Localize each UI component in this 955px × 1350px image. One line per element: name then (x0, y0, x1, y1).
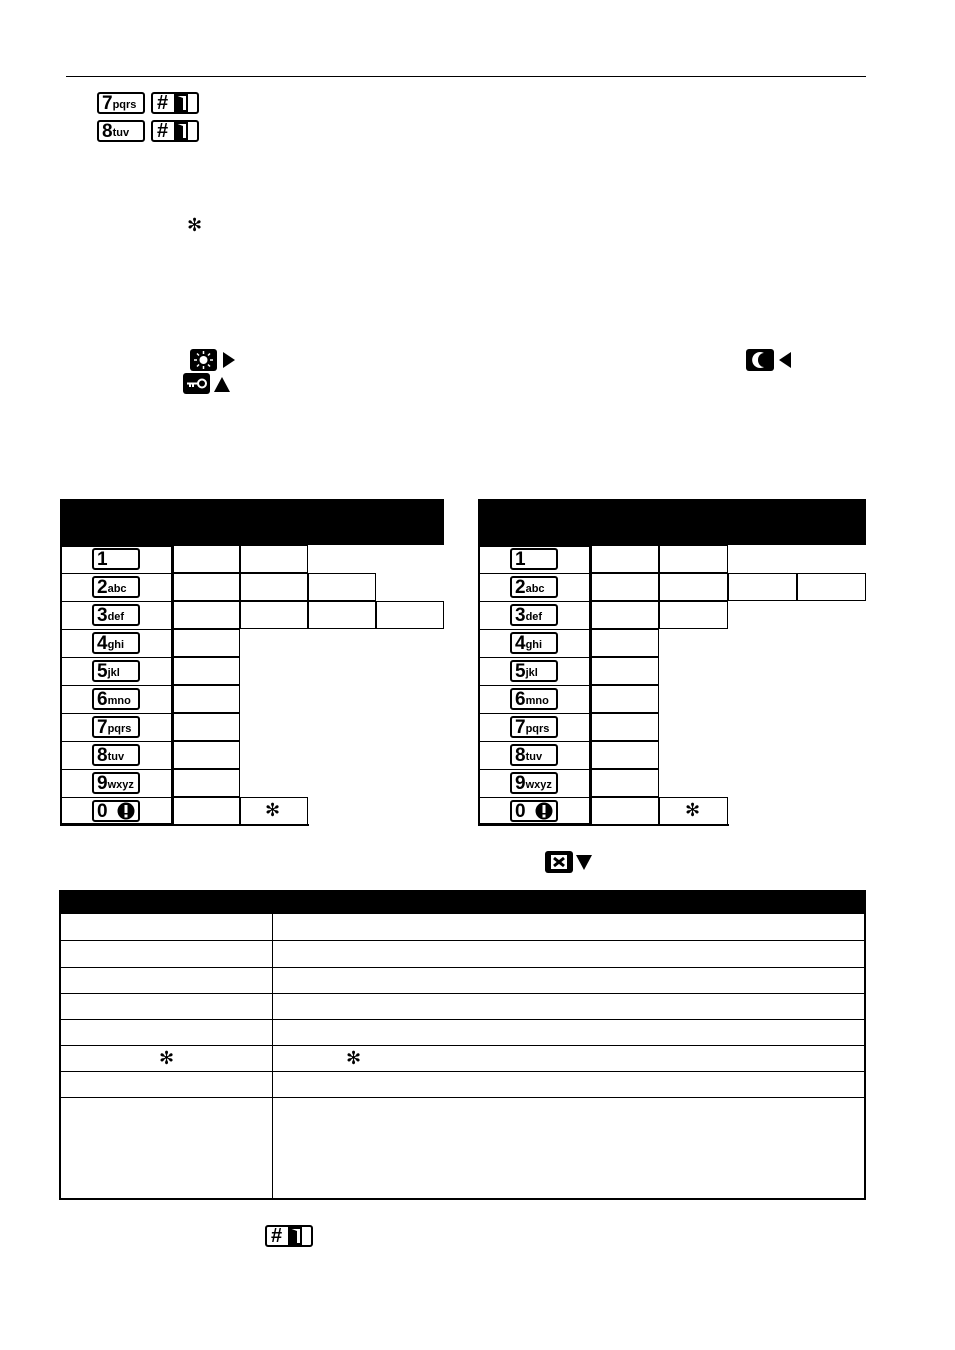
row-divider (478, 601, 591, 602)
key-digit: 2 (515, 576, 525, 598)
key-digit: 9 (97, 772, 107, 794)
keymap-cell (240, 601, 308, 629)
keymap-cell (376, 601, 444, 629)
key-digit: 0 (97, 800, 107, 822)
keymap-cell (308, 601, 376, 629)
star-icon: ✻ (346, 1048, 362, 1069)
key-letters: pqrs (107, 723, 132, 735)
keymap-cell (591, 657, 659, 685)
key-letters: pqrs (525, 723, 550, 735)
hash-door-key-icon (265, 1225, 313, 1247)
hash-glyph: # (157, 120, 169, 142)
row-divider (60, 713, 173, 714)
key-letters: ghi (525, 639, 543, 651)
row-divider (60, 741, 173, 742)
key-letters: abc (525, 583, 545, 595)
key-letters: wxyz (525, 779, 552, 791)
row-divider (60, 685, 173, 686)
row-divider (478, 713, 591, 714)
key-digit: 7 (515, 716, 525, 738)
keymap-cell (591, 797, 659, 825)
key-letters: tuv (112, 127, 130, 139)
keymap-cell (591, 713, 659, 741)
key-digit: 9 (515, 772, 525, 794)
bottom-table-row-divider (59, 1071, 866, 1072)
keymap-cell (591, 769, 659, 797)
key-letters: abc (107, 583, 127, 595)
key-digit: 2 (97, 576, 107, 598)
key-digit: 6 (97, 688, 107, 710)
key-letters: mno (525, 695, 549, 707)
key-letters: tuv (107, 751, 125, 763)
key-digit: 3 (97, 604, 107, 626)
key-8-icon (97, 120, 145, 142)
key-digit: 1 (515, 548, 525, 570)
row-divider (478, 573, 591, 574)
keymap-cell (173, 713, 240, 741)
bottom-table-col-divider (272, 914, 273, 1200)
keymap-cell (173, 601, 240, 629)
keymap-cell (659, 545, 728, 573)
keymap-cell (173, 545, 240, 573)
top-rule (66, 76, 866, 77)
keymap-cell (591, 741, 659, 769)
key-digit: 7 (97, 716, 107, 738)
sun-right-key-icon (189, 348, 238, 372)
row-divider (60, 657, 173, 658)
hash-door-key-icon (151, 92, 199, 114)
keymap-cell (173, 685, 240, 713)
row-divider (60, 629, 173, 630)
keymap-cell (240, 545, 308, 573)
star-icon: ✻ (187, 215, 203, 236)
x-down-key-icon (544, 850, 594, 874)
key-letters: mno (107, 695, 131, 707)
star-icon: ✻ (265, 800, 281, 821)
key-letters: jkl (525, 667, 538, 679)
key-letters: def (107, 611, 125, 623)
key-letters: ghi (107, 639, 125, 651)
key-digit: 5 (515, 660, 525, 682)
moon-left-key-icon (745, 348, 795, 372)
row-divider (478, 685, 591, 686)
key-up-key-icon (182, 372, 232, 395)
keymap-cell (728, 573, 797, 601)
key-digit: 6 (515, 688, 525, 710)
table-bottom-edge (478, 824, 729, 826)
row-divider (478, 657, 591, 658)
key-digit: 8 (97, 744, 107, 766)
key-letters: pqrs (112, 99, 137, 111)
keymap-cell (591, 545, 659, 573)
row-divider (60, 769, 173, 770)
bottom-table-row-divider (59, 1019, 866, 1020)
hash-glyph: # (271, 1225, 283, 1247)
bottom-table-row-divider (59, 967, 866, 968)
row-divider (60, 797, 173, 798)
star-icon: ✻ (159, 1048, 175, 1069)
keymap-cell (591, 601, 659, 629)
door-icon (172, 94, 192, 112)
bottom-table-row-divider (59, 940, 866, 941)
door-icon (172, 122, 192, 140)
bottom-table-row-divider (59, 1097, 866, 1098)
key-7-icon (97, 92, 145, 114)
keymap-cell (173, 573, 240, 601)
keymap-cell (591, 573, 659, 601)
key-digit: 3 (515, 604, 525, 626)
row-divider (478, 769, 591, 770)
hash-glyph: # (157, 92, 169, 114)
table-bottom-edge (60, 824, 309, 826)
keymap-cell (797, 573, 866, 601)
table-header-R (478, 499, 866, 545)
keymap-cell (591, 629, 659, 657)
bottom-table-row-divider (59, 993, 866, 994)
keymap-cell (173, 769, 240, 797)
keymap-cell (308, 573, 376, 601)
keymap-cell (591, 685, 659, 713)
hash-door-key-icon (151, 120, 199, 142)
key-digit: 7 (102, 92, 112, 114)
keymap-cell (173, 741, 240, 769)
row-divider (478, 797, 591, 798)
key-letters: wxyz (107, 779, 134, 791)
key-digit: 1 (97, 548, 107, 570)
key-digit: 4 (515, 632, 525, 654)
table-header-L (60, 499, 444, 545)
key-letters: tuv (525, 751, 543, 763)
keymap-cell (173, 797, 240, 825)
key-digit: 5 (97, 660, 107, 682)
key-digit: 4 (97, 632, 107, 654)
key-digit: 8 (515, 744, 525, 766)
row-divider (60, 573, 173, 574)
keymap-cell (173, 657, 240, 685)
keymap-cell (659, 573, 728, 601)
keymap-cell (173, 629, 240, 657)
row-divider (478, 629, 591, 630)
row-divider (478, 741, 591, 742)
door-icon (286, 1227, 306, 1245)
keymap-cell (240, 573, 308, 601)
keymap-cell (659, 601, 728, 629)
star-icon: ✻ (685, 800, 701, 821)
key-letters: def (525, 611, 543, 623)
key-letters: jkl (107, 667, 120, 679)
key-digit: 8 (102, 120, 112, 142)
key-digit: 0 (515, 800, 525, 822)
bottom-table-row-divider (59, 1045, 866, 1046)
row-divider (60, 601, 173, 602)
